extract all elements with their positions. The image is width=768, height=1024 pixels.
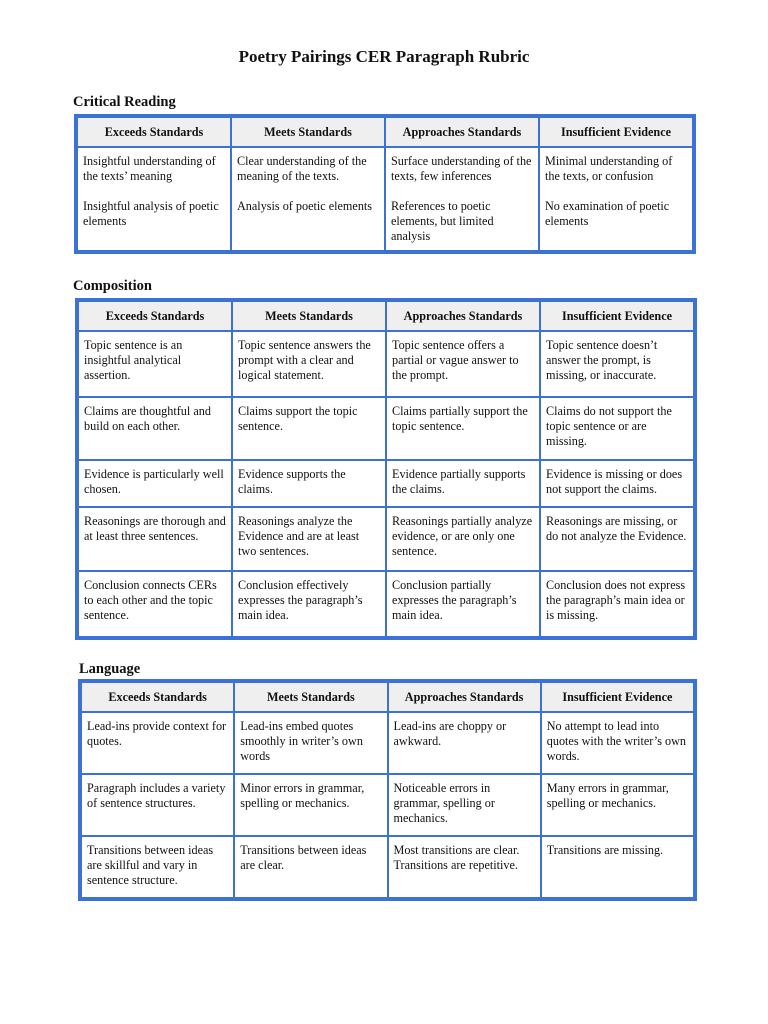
table-cell: Reasonings are missing, or do not analyze the Evidence. [540, 507, 694, 571]
table-row [78, 331, 694, 397]
table-row [78, 571, 694, 637]
table-row [81, 774, 694, 836]
table-cell: Evidence partially supports the claims. [386, 460, 540, 507]
table-row [81, 836, 694, 898]
table-cell: Paragraph includes a variety of sentence structures. [81, 774, 234, 836]
table-row [78, 397, 694, 460]
table-cell: Lead-ins provide context for quotes. [81, 712, 234, 774]
table-cell: Topic sentence offers a partial or vague answer to the prompt. [386, 331, 540, 397]
table-cell: Evidence is missing or does not support the claims. [540, 460, 694, 507]
table-cell: Claims do not support the topic sentence or are missing. [540, 397, 694, 460]
column-header: Approaches Standards [385, 117, 539, 147]
column-header: Exceeds Standards [77, 117, 231, 147]
column-header: Insufficient Evidence [541, 682, 694, 712]
table-cell: Transitions are missing. [541, 836, 694, 898]
column-header: Exceeds Standards [78, 301, 232, 331]
table-cell: Conclusion does not express the paragraph’s main idea or is missing. [540, 571, 694, 637]
table-cell: Topic sentence doesn’t answer the prompt, is missing, or inaccurate. [540, 331, 694, 397]
cell-text: References to poetic elements, but limited analysis [391, 199, 494, 243]
table-cell: Minor errors in grammar, spelling or mechanics. [234, 774, 387, 836]
table-cell: No attempt to lead into quotes with the writer’s own words. [541, 712, 694, 774]
cell-text: Analysis of poetic elements [237, 199, 373, 213]
table-cell: Claims partially support the topic sentence. [386, 397, 540, 460]
table-cell: Most transitions are clear. Transitions are repetitive. [388, 836, 541, 898]
table-row [78, 507, 694, 571]
table-cell: Reasonings partially analyze evidence, or are only one sentence. [386, 507, 540, 571]
table-cell: Evidence supports the claims. [232, 460, 386, 507]
table-cell [539, 147, 693, 251]
column-header: Exceeds Standards [81, 682, 234, 712]
table-header-row [78, 301, 694, 331]
critical-reading-table [74, 114, 696, 254]
column-header: Insufficient Evidence [539, 117, 693, 147]
table-header-row [77, 117, 693, 147]
cell-text: Surface understanding of the texts, few inferences [391, 154, 532, 183]
page-title: Poetry Pairings CER Paragraph Rubric [238, 47, 530, 66]
table-cell: Conclusion partially expresses the paragraph’s main idea. [386, 571, 540, 637]
section-title-language: Language [79, 661, 141, 677]
table-cell: Claims support the topic sentence. [232, 397, 386, 460]
column-header: Approaches Standards [386, 301, 540, 331]
composition-table [75, 298, 697, 640]
column-header: Insufficient Evidence [540, 301, 694, 331]
table-row [78, 460, 694, 507]
table-cell [231, 147, 385, 251]
column-header: Meets Standards [232, 301, 386, 331]
table-cell: Lead-ins are choppy or awkward. [388, 712, 541, 774]
table-cell: Transitions between ideas are clear. [234, 836, 387, 898]
language-table [78, 679, 697, 901]
table-cell: Conclusion connects CERs to each other and the topic sentence. [78, 571, 232, 637]
cell-text: Insightful understanding of the texts’ meaning [83, 154, 216, 183]
column-header: Approaches Standards [388, 682, 541, 712]
table-row [81, 712, 694, 774]
table-cell: Lead-ins embed quotes smoothly in writer’s own words [234, 712, 387, 774]
cell-text: No examination of poetic elements [545, 199, 670, 228]
table-row [77, 147, 693, 251]
table-cell: Topic sentence answers the prompt with a clear and logical statement. [232, 331, 386, 397]
table-cell: Reasonings are thorough and at least three sentences. [78, 507, 232, 571]
cell-text: Minimal understanding of the texts, or confusion [545, 154, 673, 183]
table-cell: Reasonings analyze the Evidence and are at least two sentences. [232, 507, 386, 571]
section-title-composition: Composition [73, 278, 152, 294]
cell-text: Insightful analysis of poetic elements [83, 199, 219, 228]
table-cell: Topic sentence is an insightful analytical assertion. [78, 331, 232, 397]
table-cell: Many errors in grammar, spelling or mechanics. [541, 774, 694, 836]
table-header-row [81, 682, 694, 712]
table-cell: Conclusion effectively expresses the paragraph’s main idea. [232, 571, 386, 637]
table-cell: Transitions between ideas are skillful and vary in sentence structure. [81, 836, 234, 898]
section-title-critical-reading: Critical Reading [73, 94, 176, 110]
table-cell: Claims are thoughtful and build on each other. [78, 397, 232, 460]
column-header: Meets Standards [234, 682, 387, 712]
column-header: Meets Standards [231, 117, 385, 147]
table-cell: Noticeable errors in grammar, spelling or mechanics. [388, 774, 541, 836]
table-cell [77, 147, 231, 251]
cell-text: Clear understanding of the meaning of the texts. [237, 154, 367, 183]
table-cell [385, 147, 539, 251]
table-cell: Evidence is particularly well chosen. [78, 460, 232, 507]
